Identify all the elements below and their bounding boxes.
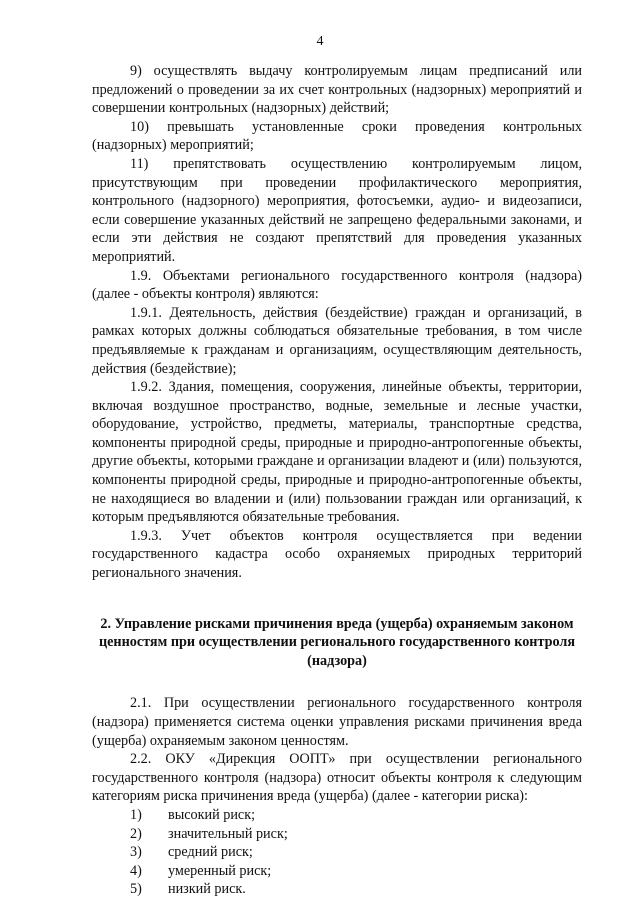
paragraph-item-11: 11) препятствовать осуществлению контролируемым лицом, присутствующим при проведении профилактического мероприятия, контрольного (надзорного) мероприятия, фотосъемки, аудио- и видеозаписи, если совершение указанных действий не запрещено федеральными законами, и если эти действия не создают препятствий для проведения указанных мероприятий.	[92, 155, 582, 265]
document-body	[92, 62, 582, 899]
paragraph-1-9-1: 1.9.1. Деятельность, действия (бездействие) граждан и организаций, в рамках которых должны соблюдаться обязательные требования, в том числе предъявляемые к гражданам и организациям, осуществляющим деятельность, действия (бездействие);	[92, 304, 582, 377]
paragraph-2-2: 2.2. ОКУ «Дирекция ООПТ» при осуществлении регионального государственного контроля (надзора) относит объекты контроля к следующим категориям риска причинения вреда (ущерба) (далее - категории риска):	[92, 751, 582, 805]
list-item-number: 2)	[130, 825, 142, 842]
paragraph-1-9-3: 1.9.3. Учет объектов контроля осуществляется при ведении государственного кадастра особо охраняемых природных территорий регионального значения.	[92, 527, 582, 582]
list-item-text: умеренный риск;	[168, 862, 272, 879]
list-item-number: 3)	[130, 844, 142, 861]
paragraph-1-9-2: 1.9.2. Здания, помещения, сооружения, линейные объекты, территории, включая воздушное пространство, водные, земельные и лесные участки, оборудование, устройство, предметы, материалы, транспортные средства, компоненты природной среды, природные и природно-антропогенные объекты, другие объекты, которыми граждане и организации владеют и (или) пользуются, компоненты природной среды, природные и природно-антропогенные объекты, не находящиеся во владении и (или) пользовании граждан или организаций, к которым предъявляются обязательные требования.	[92, 379, 582, 526]
list-item-text: высокий риск;	[168, 806, 256, 823]
paragraph-item-10: 10) превышать установленные сроки проведения контрольных (надзорных) мероприятий;	[92, 118, 582, 154]
list-item	[92, 825, 582, 844]
risk-category-list	[92, 806, 582, 899]
paragraph-item-9: 9) осуществлять выдачу контролируемым лицам предписаний или предложений о проведении за их счет контрольных (надзорных) мероприятий и совершении контрольных (надзорных) действий;	[92, 63, 582, 117]
list-item-text: значительный риск;	[168, 825, 288, 842]
list-item-number: 5)	[130, 881, 142, 898]
list-item-number: 1)	[130, 806, 142, 823]
list-item-text: средний риск;	[168, 844, 253, 861]
section-heading: 2. Управление рисками причинения вреда (ущерба) охраняемым законом ценностям при осуществлении регионального государственного контроля (надзора)	[98, 615, 576, 669]
list-item	[92, 843, 582, 862]
paragraph-1-9: 1.9. Объектами регионального государственного контроля (надзора) (далее - объекты контроля) являются:	[92, 267, 582, 303]
paragraph-2-1: 2.1. При осуществлении регионального государственного контроля (надзора) применяется система оценки управления рисками причинения вреда (ущерба) охраняемым законом ценностям.	[92, 695, 582, 749]
list-item-number: 4)	[130, 862, 142, 879]
page-number: 4	[316, 34, 324, 49]
list-item	[92, 806, 582, 825]
list-item	[92, 862, 582, 881]
list-item	[92, 880, 582, 899]
list-item-text: низкий риск.	[168, 881, 246, 898]
